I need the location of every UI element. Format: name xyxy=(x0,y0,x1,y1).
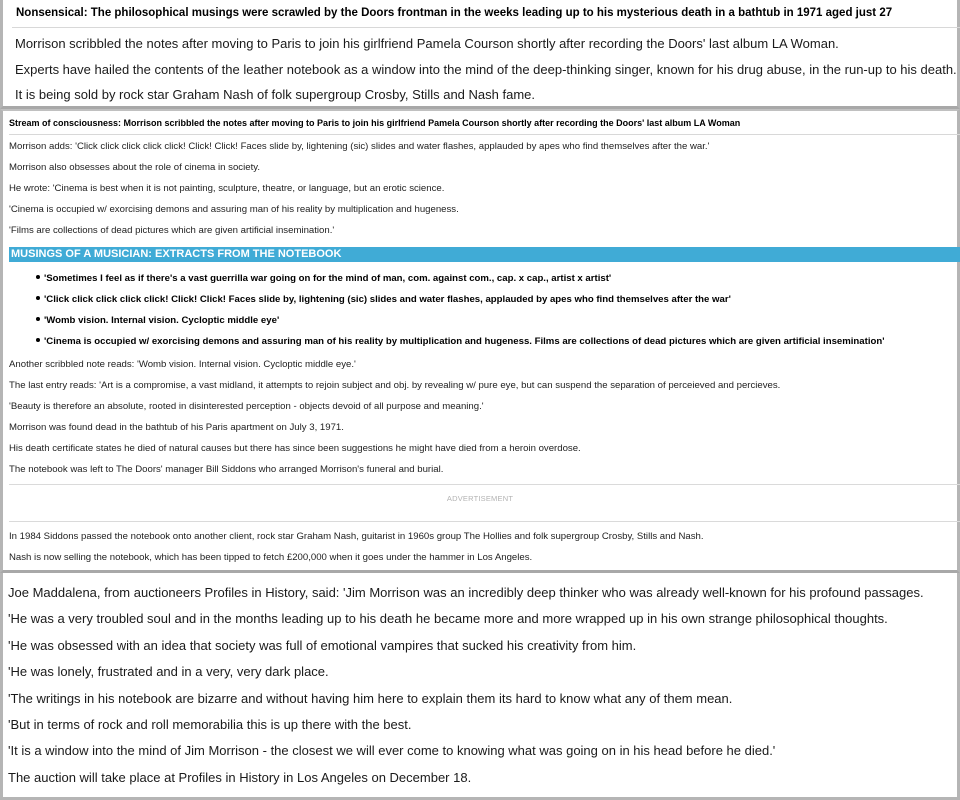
article-paragraph: 'It is a window into the mind of Jim Morrison - the closest we will ever come to knowing what was going on in his head before he died.' xyxy=(8,743,776,758)
article-line: His death certificate states he died of natural causes but there has since been suggestions he might have died from a heroin overdose. xyxy=(9,443,581,454)
bullet-dot-icon xyxy=(36,338,40,342)
bullet-item xyxy=(36,336,885,347)
bullet-text: 'Cinema is occupied w/ exorcising demons and assuring man of his reality by multiplication and hugeness. Films are collections of dead pictures which are given artificial insemination' xyxy=(44,336,885,347)
article-paragraph: 'He was obsessed with an idea that society was full of emotional vampires that sucked his creativity from him. xyxy=(8,638,637,653)
advertisement-divider-top xyxy=(9,484,960,485)
bullet-item xyxy=(36,315,279,326)
article-line: Morrison adds: 'Click click click click click! Click! Click! Faces slide by, lightening (sic) slides and water flashes, applauded by apes who find themselves after the war.' xyxy=(9,141,710,152)
article-line: The notebook was left to The Doors' manager Bill Siddons who arranged Morrison's funeral and burial. xyxy=(9,464,444,475)
advertisement-divider-bottom xyxy=(9,521,960,522)
bullet-item xyxy=(36,294,731,305)
article-line: 'Cinema is occupied w/ exorcising demons and assuring man of his reality by multiplication and hugeness. xyxy=(9,204,459,215)
bullet-text: 'Sometimes I feel as if there's a vast guerrilla war going on for the mind of man, com. against com., cap. x cap., artist x artist' xyxy=(44,273,612,284)
article-line: Morrison was found dead in the bathtub of his Paris apartment on July 3, 1971. xyxy=(9,422,344,433)
article-paragraph: 'He was a very troubled soul and in the months leading up to his death he became more and more wrapped up in his own strange philosophical thoughts. xyxy=(8,611,888,626)
article-line: Nash is now selling the notebook, which has been tipped to fetch £200,000 when it goes under the hammer in Los Angeles. xyxy=(9,552,533,563)
image-caption: Nonsensical: The philosophical musings were scrawled by the Doors frontman in the weeks leading up to his mysterious death in a bathtub in 1971 aged just 27 xyxy=(12,0,960,28)
section-heading-band: MUSINGS OF A MUSICIAN: EXTRACTS FROM THE NOTEBOOK xyxy=(9,247,960,262)
bullet-dot-icon xyxy=(36,275,40,279)
article-line: The last entry reads: 'Art is a compromise, a vast midland, it attempts to rejoin subject and obj. by revealing w/ pure eye, but can suspend the separation of perceieved and percieves. xyxy=(9,380,781,391)
article-line: Morrison also obsesses about the role of cinema in society. xyxy=(9,162,260,173)
article-paragraph: 'The writings in his notebook are bizarre and without having him here to explain them its hard to know what any of them mean. xyxy=(8,691,733,706)
bullet-text: 'Womb vision. Internal vision. Cycloptic middle eye' xyxy=(44,315,280,326)
image-caption: Stream of consciousness: Morrison scribbled the notes after moving to Paris to join his girlfriend Pamela Courson shortly after recording the Doors' last album LA Woman xyxy=(9,115,960,135)
article-paragraph: 'He was lonely, frustrated and in a very, very dark place. xyxy=(8,664,329,679)
bullet-dot-icon xyxy=(36,317,40,321)
bullet-dot-icon xyxy=(36,296,40,300)
article-paragraph: Joe Maddalena, from auctioneers Profiles in History, said: 'Jim Morrison was an incredibly deep thinker who was already well-known for his profound passages. xyxy=(8,585,924,600)
article-section-3 xyxy=(0,573,960,800)
bullet-text: 'Click click click click click! Click! Click! Faces slide by, lightening (sic) slides and water flashes, applauded by apes who find themselves after the war' xyxy=(44,294,731,305)
article-line: He wrote: 'Cinema is best when it is not painting, sculpture, theatre, or language, but an erotic science. xyxy=(9,183,445,194)
advertisement-label: ADVERTISEMENT xyxy=(446,494,514,503)
article-paragraph: Morrison scribbled the notes after moving to Paris to join his girlfriend Pamela Courson shortly after recording the Doors' last album LA Woman. xyxy=(15,36,839,51)
article-line: 'Beauty is therefore an absolute, rooted in disinterested perception - objects devoid of all purpose and meaning.' xyxy=(9,401,484,412)
article-paragraph: The auction will take place at Profiles in History in Los Angeles on December 18. xyxy=(8,770,472,785)
article-section-2 xyxy=(0,109,960,573)
article-line: 'Films are collections of dead pictures which are given artificial insemination.' xyxy=(9,225,335,236)
article-paragraph: Experts have hailed the contents of the leather notebook as a window into the mind of the deep-thinking singer, known for his drug abuse, in the run-up to his death. xyxy=(15,62,957,77)
article-line: Another scribbled note reads: 'Womb vision. Internal vision. Cycloptic middle eye.' xyxy=(9,359,356,370)
article-paragraph: 'But in terms of rock and roll memorabilia this is up there with the best. xyxy=(8,717,412,732)
article-line: In 1984 Siddons passed the notebook onto another client, rock star Graham Nash, guitarist in 1960s group The Hollies and folk supergroup Crosby, Stills and Nash. xyxy=(9,531,704,542)
bullet-item xyxy=(36,273,611,284)
article-paragraph: It is being sold by rock star Graham Nash of folk supergroup Crosby, Stills and Nash fame. xyxy=(15,87,535,102)
article-section-1 xyxy=(0,0,960,109)
